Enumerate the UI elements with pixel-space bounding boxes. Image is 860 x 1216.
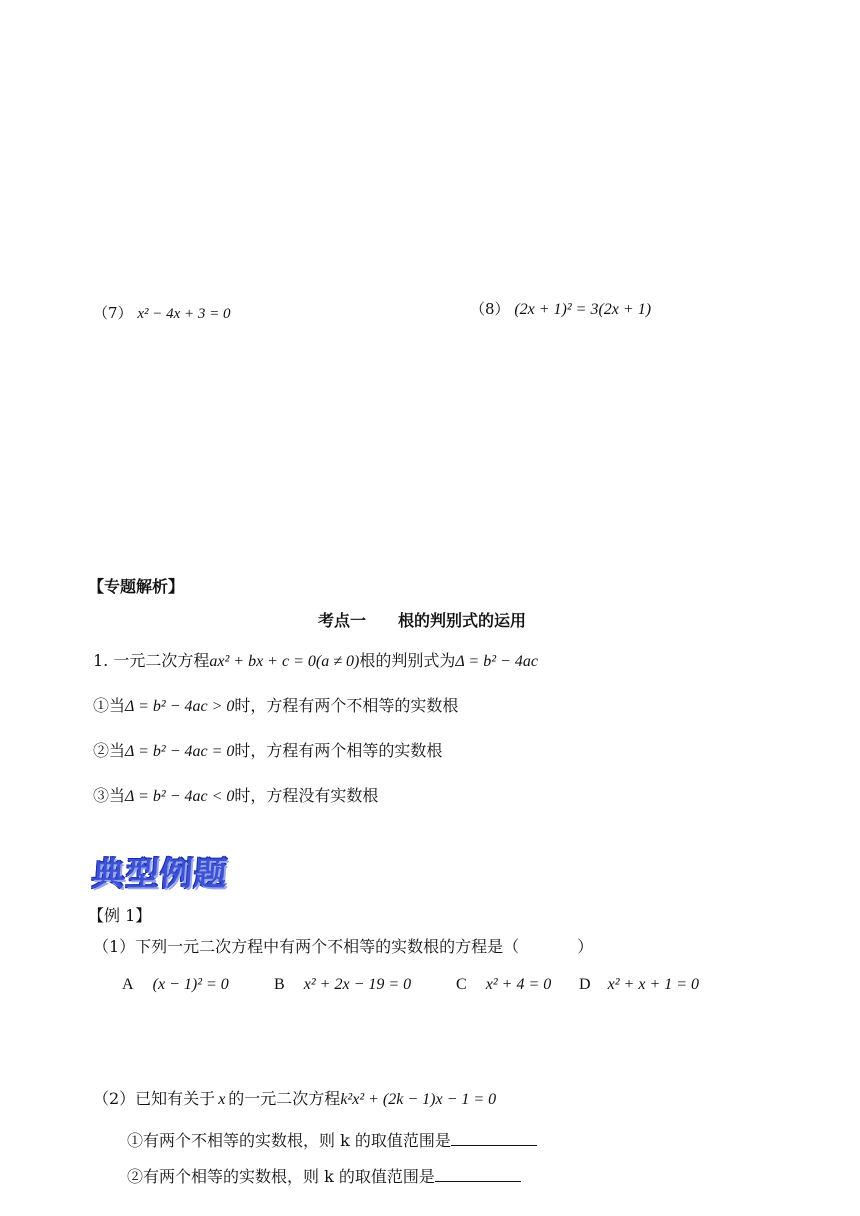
definition-text-a: 一元二次方程 [113, 651, 210, 670]
case-3-marker: ③当 [93, 786, 126, 805]
problem-8-label: （8） [470, 300, 510, 318]
part-2-answer-blank[interactable] [435, 1180, 521, 1182]
question-2-part-2 [127, 1164, 521, 1187]
question-1-text: （1）下列一元二次方程中有两个不相等的实数根的方程是（ [93, 937, 520, 956]
case-2-condition: Δ = b² − 4ac = 0 [125, 743, 235, 760]
topic-title: 考点一 根的判别式的运用 [318, 611, 527, 630]
option-a-letter: A [122, 976, 134, 993]
case-2 [93, 738, 442, 761]
question-2-variable: x [218, 1091, 226, 1108]
case-2-marker: ②当 [93, 741, 126, 760]
case-1 [93, 693, 458, 716]
problem-7-label: （7） [93, 304, 133, 322]
discriminant-formula: Δ = b² − 4ac [455, 653, 538, 670]
question-1-close: ） [577, 937, 594, 956]
problem-7 [93, 302, 231, 323]
case-1-text: 时，方程有两个不相等的实数根 [234, 696, 459, 715]
section-header: 【专题解析】 [88, 577, 185, 596]
example-1-label: 【例 1】 [88, 906, 152, 925]
question-2-text-b: 的一元二次方程 [228, 1089, 341, 1108]
case-3-text: 时，方程没有实数根 [234, 786, 379, 805]
option-c-letter: C [456, 976, 467, 993]
part-2-text: ②有两个相等的实数根，则 k 的取值范围是 [127, 1167, 435, 1186]
case-2-text: 时，方程有两个相等的实数根 [234, 741, 443, 760]
general-equation: ax² + bx + c = 0(a ≠ 0) [209, 653, 360, 670]
definition-text-b: 根的判别式为 [359, 651, 456, 670]
part-1-answer-blank[interactable] [451, 1144, 537, 1146]
part-1-text: ①有两个不相等的实数根，则 k 的取值范围是 [127, 1131, 451, 1150]
question-1-stem [93, 934, 593, 957]
case-3 [93, 783, 378, 806]
case-1-marker: ①当 [93, 696, 126, 715]
option-c [456, 974, 551, 994]
case-1-condition: Δ = b² − 4ac > 0 [125, 698, 235, 715]
discriminant-definition [93, 648, 538, 671]
option-b-letter: B [274, 976, 285, 993]
case-3-condition: Δ = b² − 4ac < 0 [125, 788, 235, 805]
question-2-equation: k²x² + (2k − 1)x − 1 = 0 [340, 1091, 497, 1108]
option-c-equation: x² + 4 = 0 [485, 976, 552, 993]
typical-examples-wordart: 典型例题 [90, 854, 230, 893]
problem-8 [470, 298, 651, 319]
item-number: 1. [93, 651, 109, 670]
option-d [579, 974, 699, 994]
option-b [274, 974, 411, 994]
problem-7-equation: x² − 4x + 3 = 0 [137, 306, 231, 322]
question-2-stem [93, 1086, 496, 1109]
question-2-text-a: （2）已知有关于 [93, 1089, 216, 1108]
option-a-equation: (x − 1)² = 0 [152, 976, 229, 993]
problem-8-equation: (2x + 1)² = 3(2x + 1) [514, 301, 652, 318]
option-d-equation: x² + x + 1 = 0 [607, 976, 700, 993]
option-b-equation: x² + 2x − 19 = 0 [303, 976, 412, 993]
option-a [122, 974, 229, 994]
question-2-part-1 [127, 1128, 537, 1151]
option-d-letter: D [579, 976, 591, 993]
